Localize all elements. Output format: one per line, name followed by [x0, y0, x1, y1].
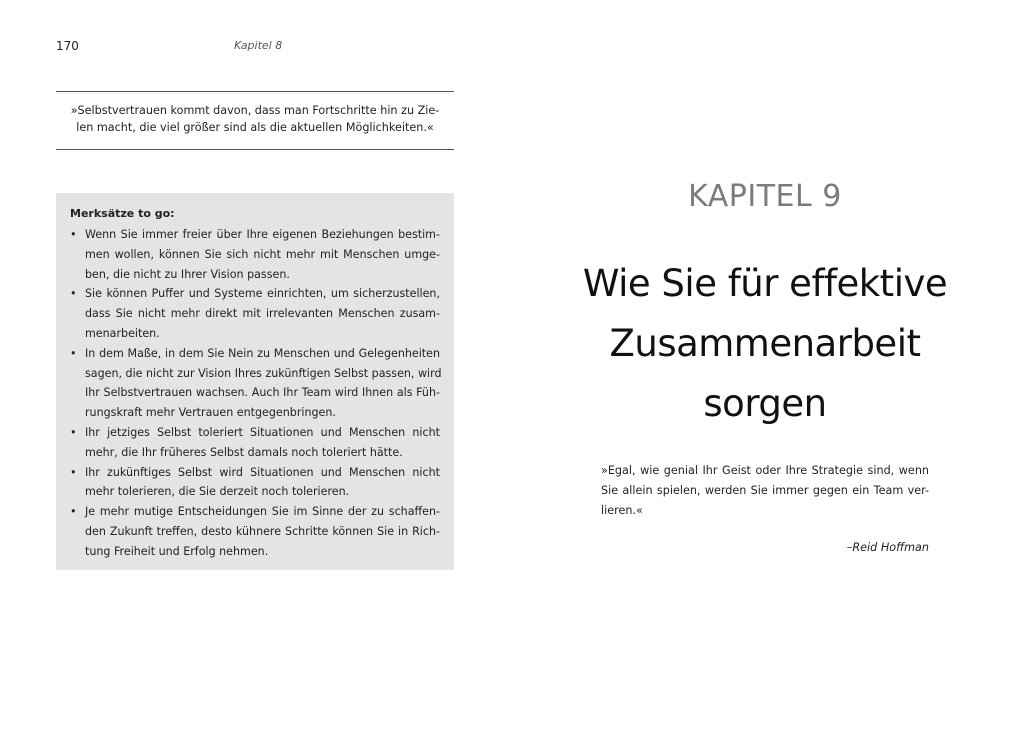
takeaway-item: [70, 344, 440, 423]
chapter-title-line: Wie Sie für effektive: [582, 262, 948, 305]
chapter-title-line: Zusammenarbeit: [609, 322, 921, 365]
takeaway-line: Je mehr mutige Entscheidungen Sie im Sinne der zu schaffen-: [85, 505, 440, 519]
bullet-icon: •: [70, 465, 77, 479]
takeaway-line: men wollen, können Sie sich nicht mehr mit Menschen umge-: [85, 247, 440, 261]
bullet-icon: •: [70, 228, 77, 241]
takeaway-item: [70, 502, 440, 561]
takeaway-item: [70, 463, 440, 503]
quote-top-rule: [56, 91, 454, 92]
epigraph-line: »Egal, wie genial Ihr Geist oder Ihre Strategie sind, wenn: [601, 464, 929, 477]
takeaway-line: Wenn Sie immer freier über Ihre eigenen Beziehungen bestim-: [85, 228, 440, 241]
takeaway-line: Ihr jetziges Selbst toleriert Situationen und Menschen nicht: [85, 425, 440, 439]
chapter-quote-line: len macht, die viel größer sind als die aktuellen Möglichkeiten.«: [76, 121, 434, 134]
epigraph: [601, 461, 929, 521]
chapter-title: [566, 254, 964, 434]
takeaway-line: ben, die nicht zu Ihrer Vision passen.: [85, 267, 290, 281]
takeaway-line: mehr, die Ihr früheres Selbst damals noch toleriert hätte.: [85, 445, 403, 459]
takeaway-line: mehr tolerieren, die Sie derzeit noch tolerieren.: [85, 485, 350, 499]
takeaway-line: sagen, die nicht zur Vision Ihres zukünftigen Selbst passen, wird: [85, 366, 442, 380]
takeaways-box: [56, 193, 454, 570]
takeaway-line: Ihr zukünftiges Selbst wird Situationen und Menschen nicht: [85, 465, 440, 479]
takeaway-line: Ihr Selbstvertrauen wachsen. Auch Ihr Team wird Ihnen als Füh-: [85, 386, 440, 400]
takeaway-item: [70, 284, 440, 343]
bullet-icon: •: [70, 505, 77, 519]
takeaway-item: [70, 225, 440, 284]
epigraph-author: –Reid Hoffman: [846, 541, 929, 554]
takeaway-line: menarbeiten.: [85, 326, 160, 340]
bullet-icon: •: [70, 346, 77, 360]
takeaway-line: dass Sie nicht mehr direkt mit irrelevanten Menschen zusam-: [85, 307, 440, 321]
running-head: Kapitel 8: [234, 39, 283, 52]
takeaways-heading: Merksätze to go:: [70, 207, 175, 220]
epigraph-line: Sie allein spielen, werden Sie immer gegen ein Team ver-: [601, 484, 929, 497]
takeaway-line: tung Freiheit und Erfolg nehmen.: [85, 544, 269, 558]
takeaway-line: den Zukunft treffen, desto kühnere Schritte können Sie in Rich-: [85, 524, 440, 538]
chapter-quote-line: »Selbstvertrauen kommt davon, dass man Fortschritte hin zu Zie-: [70, 104, 440, 117]
takeaways-list: [70, 225, 440, 562]
bullet-icon: •: [70, 287, 77, 301]
chapter-title-line: sorgen: [703, 382, 827, 425]
bullet-icon: •: [70, 425, 77, 439]
takeaway-item: [70, 423, 440, 463]
quote-bottom-rule: [56, 149, 454, 150]
takeaway-line: Sie können Puffer und Systeme einrichten, um sicherzustellen,: [85, 287, 440, 301]
takeaway-line: rungskraft mehr Vertrauen entgegenbringen.: [85, 406, 336, 420]
epigraph-line: lieren.«: [601, 504, 643, 517]
takeaway-line: In dem Maße, in dem Sie Nein zu Menschen und Gelegenheiten: [85, 346, 440, 360]
page-number: 170: [56, 39, 79, 53]
chapter-quote: [56, 102, 454, 136]
chapter-label: KAPITEL 9: [688, 179, 842, 214]
